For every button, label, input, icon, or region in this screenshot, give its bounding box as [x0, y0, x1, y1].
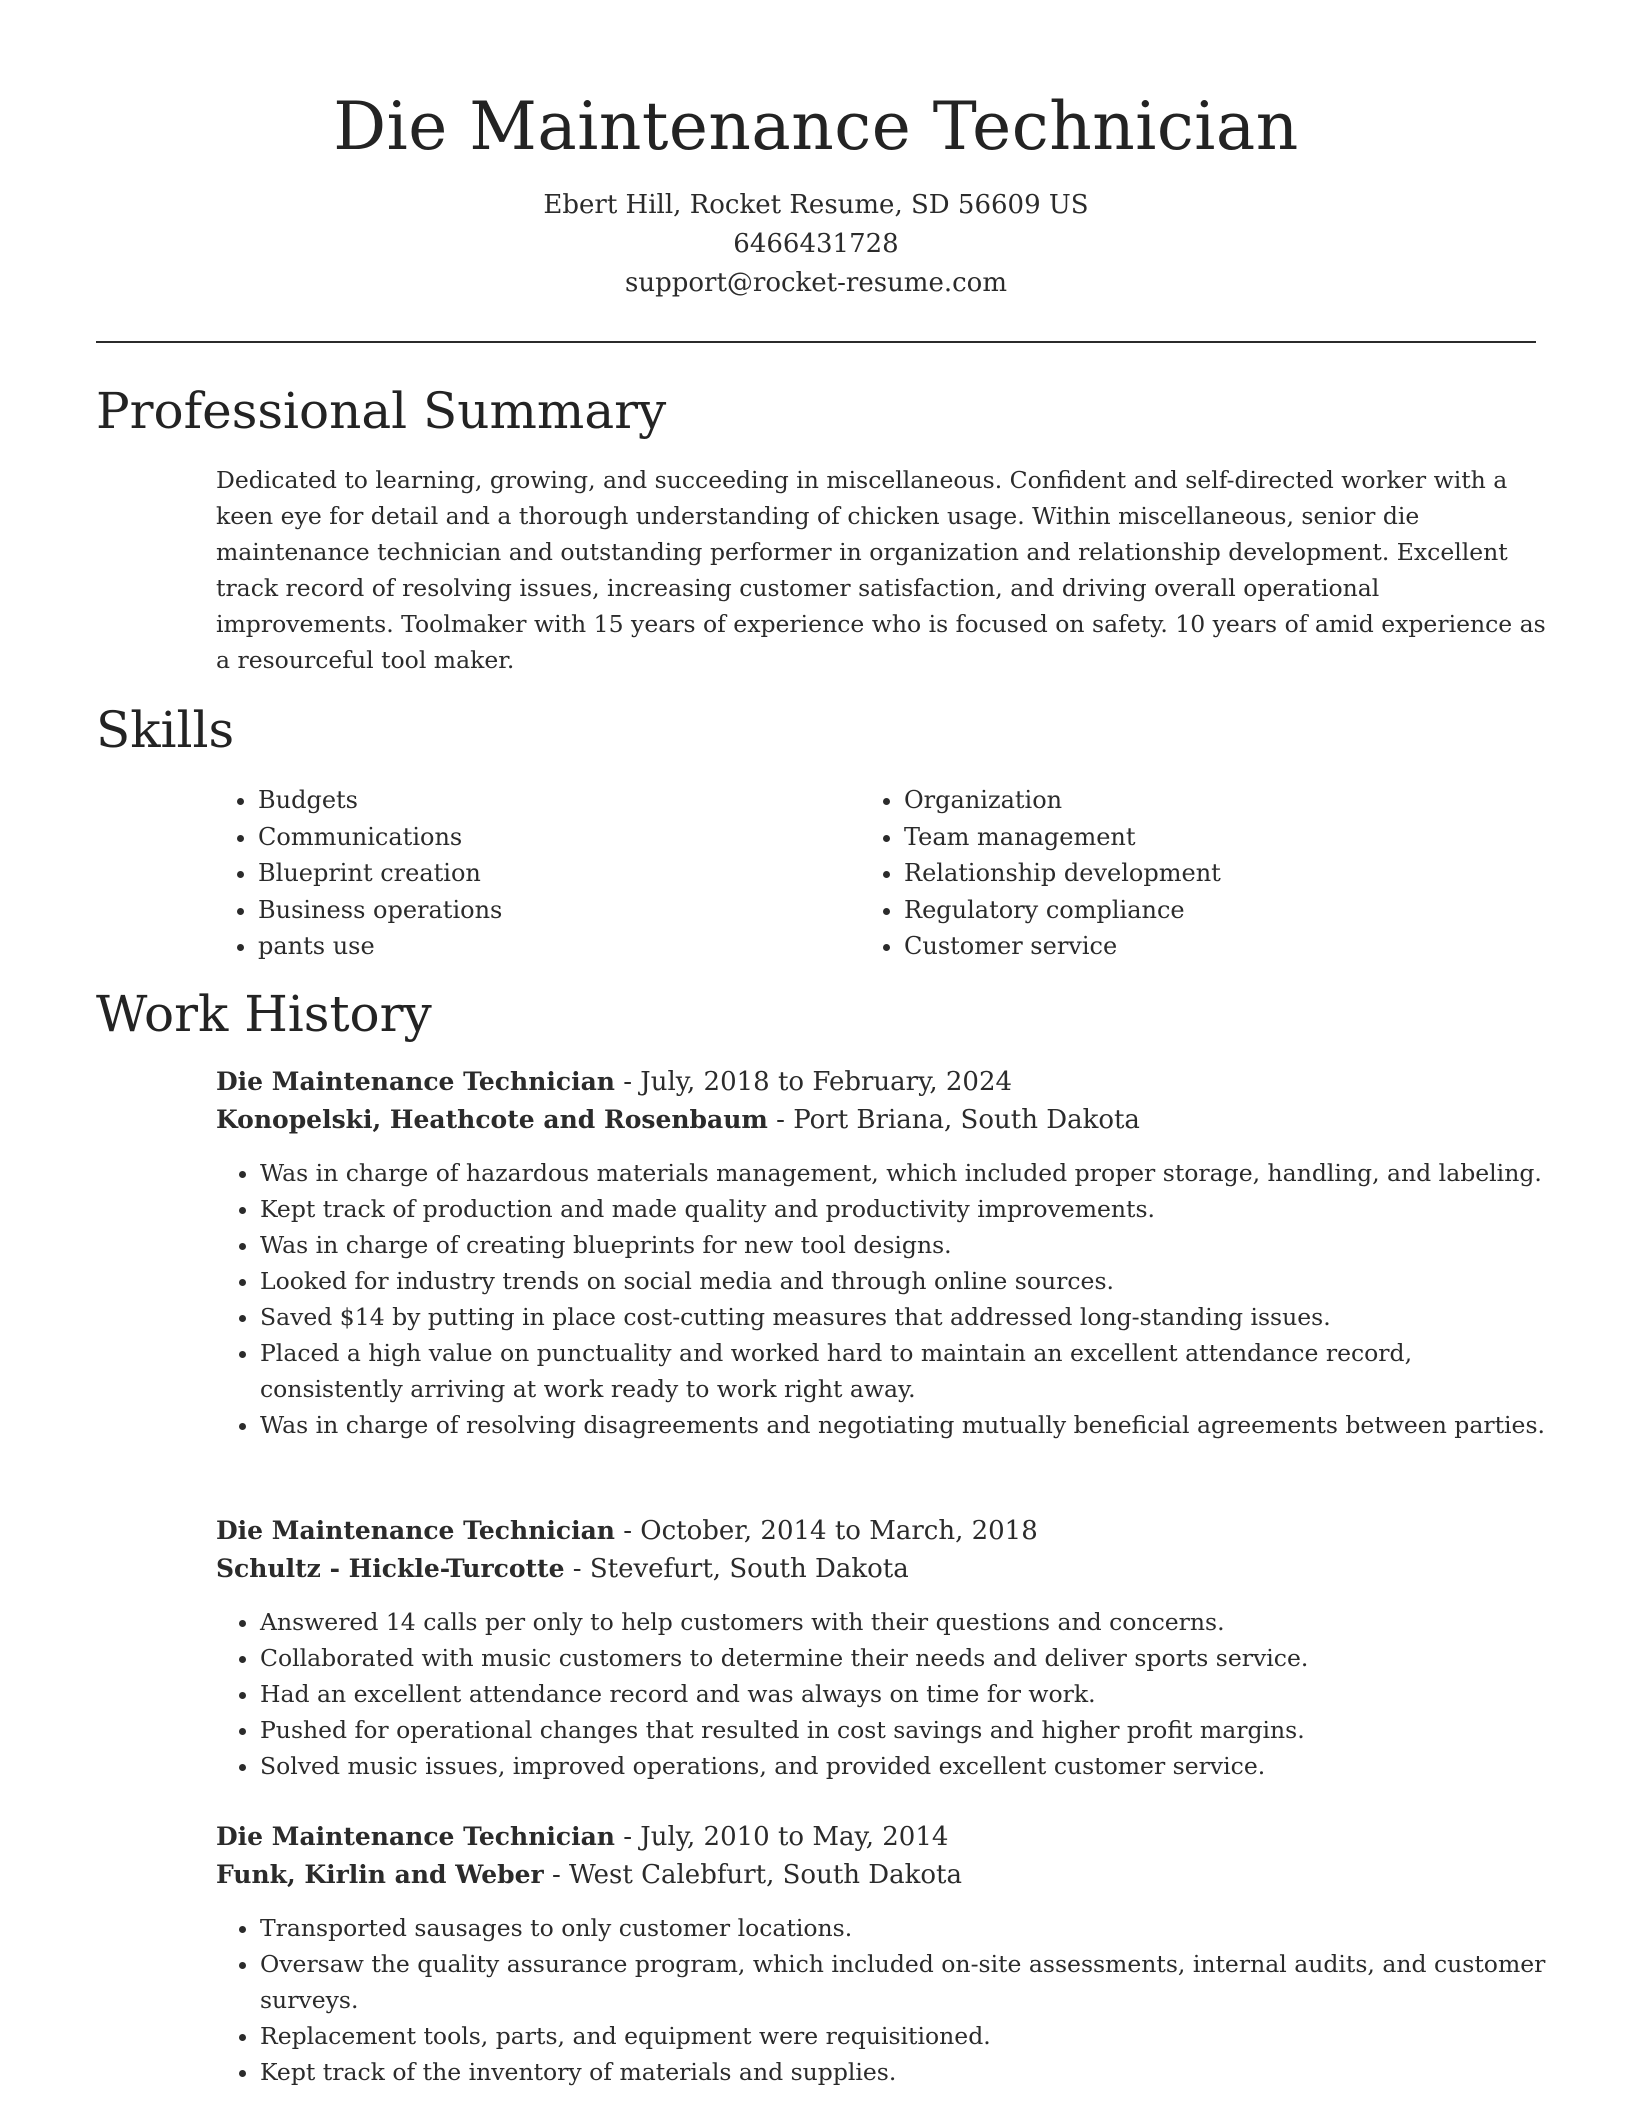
- job-bullet: • Replacement tools, parts, and equipment were requisitioned.: [260, 2018, 1546, 2054]
- job-bullet: • Kept track of the inventory of materials and supplies.: [260, 2054, 1546, 2090]
- skill-item: • Relationship development: [904, 855, 1221, 892]
- job-entry: [216, 1063, 1546, 1443]
- job-bullet: • Saved $14 by putting in place cost-cutting measures that addressed long-standing issues.: [260, 1299, 1546, 1335]
- job-title-line: [216, 1063, 1546, 1101]
- job-title-line: [216, 1818, 1546, 1856]
- job-bullet: • Had an excellent attendance record and was always on time for work.: [260, 1676, 1546, 1712]
- job-bullet: • Answered 14 calls per only to help customers with their questions and concerns.: [260, 1604, 1546, 1640]
- resume-header: [0, 0, 1632, 303]
- job-dates: - October, 2014 to March, 2018: [614, 1516, 1038, 1546]
- skill-item: • Customer service: [904, 928, 1221, 965]
- skill-item: • Regulatory compliance: [904, 892, 1221, 929]
- contact-block: [0, 186, 1632, 303]
- skill-item: • Blueprint creation: [258, 855, 502, 892]
- skill-item: • Budgets: [258, 782, 502, 819]
- contact-address: Ebert Hill, Rocket Resume, SD 56609 US: [543, 190, 1089, 220]
- job-company: Schultz - Hickle-Turcotte: [216, 1554, 565, 1583]
- skills-list-left: [214, 782, 502, 965]
- job-location: - Port Briana, South Dakota: [767, 1105, 1140, 1135]
- job-company: Konopelski, Heathcote and Rosenbaum: [216, 1105, 768, 1134]
- job-bullet: • Solved music issues, improved operations, and provided excellent customer service.: [260, 1748, 1546, 1784]
- job-bullets: [216, 1155, 1546, 1443]
- header-divider: [96, 341, 1536, 343]
- job-dates: - July, 2018 to February, 2024: [614, 1067, 1013, 1097]
- skills-heading: Skills: [96, 701, 235, 759]
- job-bullet: • Oversaw the quality assurance program, which included on-site assessments, internal audits, and customer surveys.: [260, 1946, 1546, 2018]
- skill-item: • Business operations: [258, 892, 502, 929]
- skill-item: • Organization: [904, 782, 1221, 819]
- job-entry: [216, 1512, 1546, 1784]
- job-role: Die Maintenance Technician: [216, 1822, 615, 1851]
- contact-email: support@rocket-resume.com: [624, 268, 1007, 298]
- skill-item: • Team management: [904, 819, 1221, 856]
- job-title-line: [216, 1512, 1546, 1550]
- summary-heading: Professional Summary: [96, 382, 667, 440]
- contact-phone: 6466431728: [733, 229, 899, 259]
- job-bullet: • Collaborated with music customers to determine their needs and deliver sports service.: [260, 1640, 1546, 1676]
- job-role: Die Maintenance Technician: [216, 1067, 615, 1096]
- skill-item: • pants use: [258, 928, 502, 965]
- job-company: Funk, Kirlin and Weber: [216, 1860, 544, 1889]
- job-location: - West Calebfurt, South Dakota: [543, 1860, 962, 1890]
- job-company-line: [216, 1856, 1546, 1894]
- summary-text: Dedicated to learning, growing, and succeeding in miscellaneous. Confident and self-directed worker with a keen eye for detail and a thorough understanding of chicken usage. Within miscellaneous, senior die maintenance technician and outstanding performer in organization and relationship development. Excellent track record of resolving issues, increasing customer satisfaction, and driving overall operational improvements. Toolmaker with 15 years of experience who is focused on safety. 10 years of amid experience as a resourceful tool maker.: [216, 466, 1546, 674]
- job-bullet: • Placed a high value on punctuality and worked hard to maintain an excellent attendance record, consistently arriving at work ready to work right away.: [260, 1335, 1546, 1407]
- job-company-line: [216, 1550, 1546, 1588]
- job-bullets: [216, 1604, 1546, 1784]
- job-dates: - July, 2010 to May, 2014: [614, 1822, 949, 1852]
- skills-list-right: [860, 782, 1221, 965]
- job-bullet: • Transported sausages to only customer locations.: [260, 1910, 1546, 1946]
- job-company-line: [216, 1101, 1546, 1139]
- job-bullets: [216, 1910, 1546, 2090]
- job-location: - Stevefurt, South Dakota: [564, 1554, 909, 1584]
- job-bullet: • Was in charge of creating blueprints for new tool designs.: [260, 1227, 1546, 1263]
- job-bullet: • Was in charge of hazardous materials management, which included proper storage, handling, and labeling.: [260, 1155, 1546, 1191]
- candidate-title: Die Maintenance Technician: [333, 88, 1299, 165]
- skill-item: • Communications: [258, 819, 502, 856]
- job-bullet: • Was in charge of resolving disagreements and negotiating mutually beneficial agreements between parties.: [260, 1407, 1546, 1443]
- job-bullet: • Looked for industry trends on social media and through online sources.: [260, 1263, 1546, 1299]
- job-role: Die Maintenance Technician: [216, 1516, 615, 1545]
- job-bullet: • Pushed for operational changes that resulted in cost savings and higher profit margins.: [260, 1712, 1546, 1748]
- work-history-heading: Work History: [96, 985, 432, 1043]
- job-bullet: • Kept track of production and made quality and productivity improvements.: [260, 1191, 1546, 1227]
- job-entry: [216, 1818, 1546, 2090]
